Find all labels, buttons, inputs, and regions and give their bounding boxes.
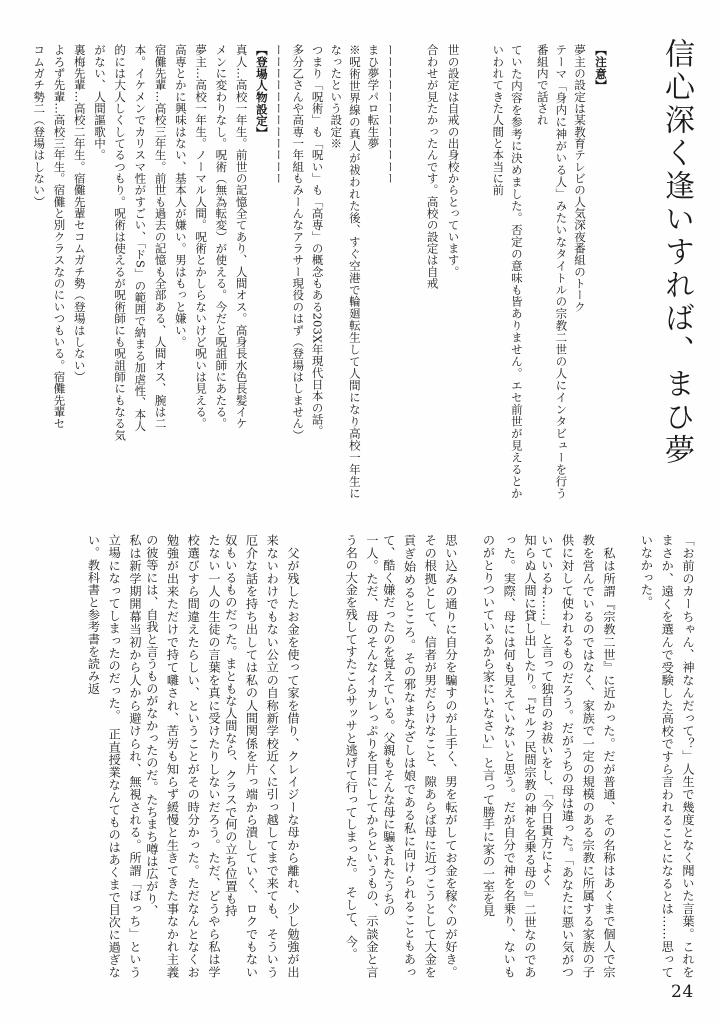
character-entry-sukuna-c: 的には大人しくしてるつもり。呪術は使えるが呪術師にも呪詛師にもなる気	[113, 44, 128, 441]
body-column-8: 私は新学期開幕当初から人から避けられ、無視される。所謂「ぼっち」という立場になってしまったのだった。 正直授業なんてものはあくまで目次に過ぎない。教科書と参考書を読み返	[86, 534, 142, 978]
body-column-4: 思い込みの通りに自分を騙すのが上手く、男を転がしてお金を稼ぐのが好き。その根拠として、信者が男だらけなこと、隙あらば母に近づこうとして大金を貢ぎ始めるところ。その邪なまなざしは娘である私に向けられることもあって、酷く嫌だったのを覚えている。父親もそんな母に騙されたうちの	[381, 534, 458, 978]
notes-paragraph-b: ていた内容を参考に決めました。否定の意味も皆ありません。エセ前世が見えるとかいわれてきた人間と本当に前	[491, 44, 524, 499]
body-column-2: 私は所謂『宗教二世』に近かった。だが普通、その名称はあくまで個人で宗教を営んでいるのではなく、家族で一定の規模のある宗教に所属する家族の子供に対して使われるものだろう。だがうちの母は違った。「あなたに悪い気がついているわ……」と言って独自のお祓いをし、「今日貴方によく	[539, 534, 616, 978]
character-entry-mahito-b: メンに変わりなし。呪術（無為転変）が使える。今だと呪詛師にあたる。	[214, 44, 229, 430]
notes-paragraph-d: 合わせが見たかったんです。高校の設定は自戒	[425, 44, 440, 290]
character-entry-yumenushi-b: 高専とかに興味はない、基本人が嫌い。男はもっと嫌い。	[173, 44, 188, 348]
character-entry-sukuna-a: 宿儺先輩…高校三年生。前世も過去の記憶も全部ある、人間オス、腕は二	[153, 44, 168, 430]
character-entry-sukuna-b: 本。イケメンでカリスマ性がすごい、「ドS」の範囲で納まる加虐性、本人	[133, 44, 148, 432]
page-number: 24	[671, 982, 694, 1002]
title-block	[659, 38, 694, 478]
notes-heading: 【注意】	[594, 44, 608, 92]
body-column-1: 「お前のカーちゃん、神なんだって？」人生で幾度となく聞いた言葉。これをまさか、遠くを選んで受験した高校ですら言われることになるとは……思っていなかった。	[639, 534, 695, 978]
notes-paragraph-c: 世の設定は自戒の出身校からとっています。	[446, 44, 461, 278]
character-entry-yorozu-a: よろず先輩…高校三年生。宿儺と別クラスなのにいつもいる。宿儺先輩セ	[52, 44, 67, 430]
body-column-6: 父が残したお金を使って家を借り、クレイジーな母から離れ、少し勉強が出来ないわけでもない公立の自称新学校近くに引っ越してまで来ても、そういう厄介な話を持ち出しては私の人間関係を片っ端から潰していく、ロクでもない奴もいるものだった。まともな人間なら、クラスで何の立ち位置も持	[223, 534, 300, 978]
characters-separator: ーーーーーーーーーーーー	[271, 44, 286, 185]
notes-paragraph-a: 夢主の設定は某教育テレビの人気深夜番組のトーク テーマ「身内に神がいる人」みたいなタイトルの宗教二世の人にインタビューを行う番組内で話され	[535, 44, 587, 499]
notes-premise-2: つまり「呪術」も「呪い」も「高専」の概念もある203X年現代日本の話。	[310, 44, 325, 437]
body-column-5: 一人。ただ、母のそんなイカレっぷりを目にしてからというもの、示談金と言う名の大金を残してすたこらサッサと逃げて行ってしまった。 そして、今。	[344, 534, 379, 978]
front-matter-block	[28, 44, 610, 514]
notes-separator: ーーーーーーーーーーーー	[383, 44, 398, 185]
notes-subtitle: まひ夢学パロ転生夢	[366, 44, 381, 150]
character-entry-mahito-a: 真人…高校一年生。前世の記憶全てあり、人間オス。高身長水色長髪イケ	[234, 44, 249, 430]
character-entry-urume: 裏梅先輩…高校二年生。宿儺先輩セコムガチ勢（登場はしない）	[72, 44, 87, 383]
character-entry-yumenushi-a: 夢主…高校一年生。ノーマル人間。呪術とかしらないけど呪いは見える。	[194, 44, 209, 430]
characters-heading: 【登場人物設定】	[254, 44, 269, 139]
body-text-block	[26, 534, 698, 984]
character-entry-yorozu-b: コムガチ勢二（登場はしない）	[32, 44, 47, 208]
body-column-3: 知らぬ人間に貸し出したり。『セルフ民間宗教の神を名乗る母の』二世なのであった。実際、母には何も見えていないと思う。だが自分で神を名乗り、ないものがとりついているから家にいなさい」と言って勝手に家の一室を見	[481, 534, 537, 978]
notes-premise-1: ※呪術世界線の真人が祓われた後、すぐ空港で輪廻転生して人間になり高校一年生になったという設定※	[329, 44, 362, 499]
notes-premise-3: 多分乙さんや高専一年組もみーんなアラサー現役のはず（登場はしません）	[291, 44, 306, 441]
body-column-7: たない一人の生徒の言葉を真に受けたりしないだろう。ただ、どうやら私は学校選びすら間違えたらしい、ということがその時分かった。ただなんとなくお勉強が出来ただけで持て囃され、苦労も知らず緩慢と生きてきた事なかれ主義の彼等には、自我と言うものがなかったのだ。たちまち噂は広がり、	[144, 534, 221, 978]
page-title: 信心深く逢いすれば、まひ夢	[659, 38, 694, 467]
character-entry-sukuna-d: がない、人間謳歌中。	[92, 44, 107, 161]
